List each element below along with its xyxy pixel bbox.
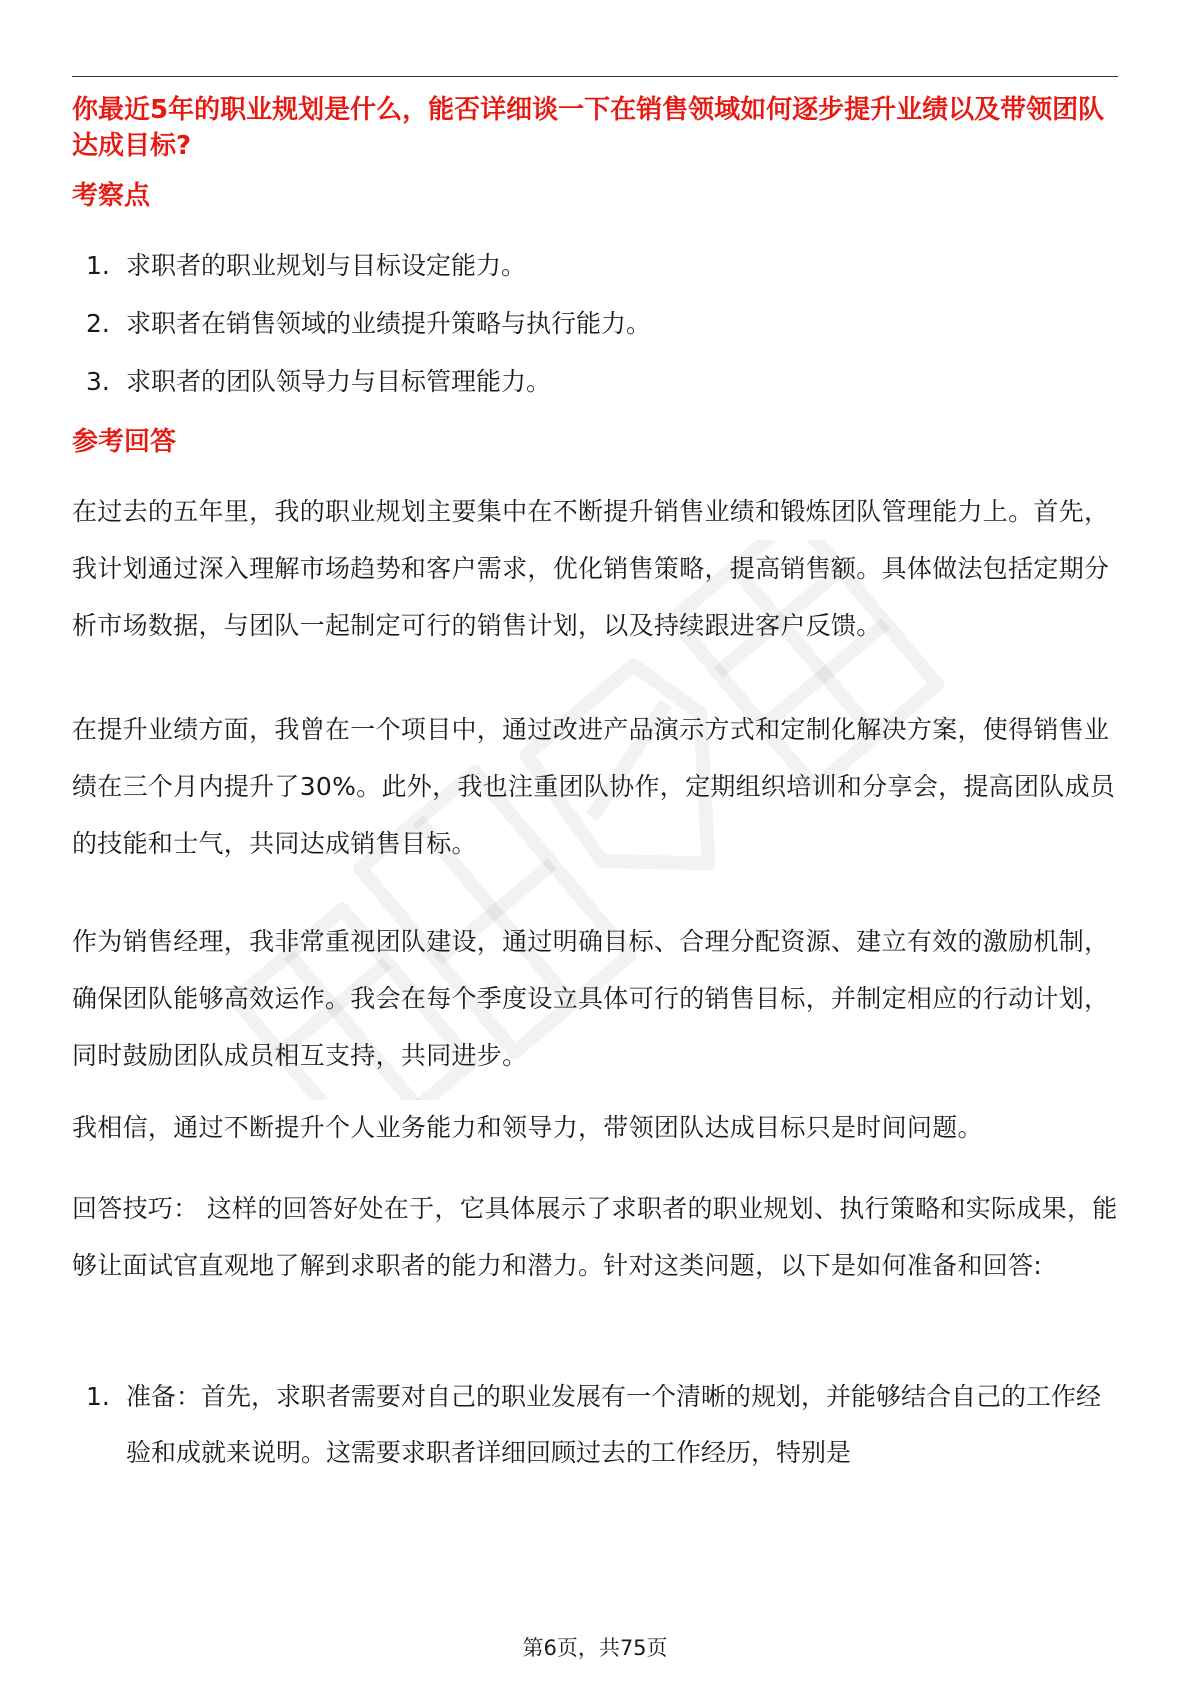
list-number: 2.: [86, 309, 110, 338]
tips-list: [72, 1369, 1118, 1481]
list-item: [72, 1369, 1118, 1481]
top-rule: [72, 76, 1118, 77]
list-item: [72, 237, 1118, 295]
list-text: 准备：首先，求职者需要对自己的职业发展有一个清晰的规划，并能够结合自己的工作经验和成就来说明。这需要求职者详细回顾过去的工作经历，特别是: [126, 1382, 1102, 1467]
answer-tips-intro: 回答技巧： 这样的回答好处在于，它具体展示了求职者的职业规划、执行策略和实际成果，能够让面试官直观地了解到求职者的能力和潜力。针对这类问题，以下是如何准备和回答:: [72, 1194, 1118, 1280]
answer-heading: 参考回答: [72, 427, 177, 457]
answer-paragraph: 作为销售经理，我非常重视团队建设，通过明确目标、合理分配资源、建立有效的激励机制，确保团队能够高效运作。我会在每个季度设立具体可行的销售目标，并制定相应的行动计划，同时鼓励团队成员相互支持，共同进步。: [72, 927, 1110, 1070]
answer-paragraph: 在过去的五年里，我的职业规划主要集中在不断提升销售业绩和锻炼团队管理能力上。首先，我计划通过深入理解市场趋势和客户需求，优化销售策略，提高销售额。具体做法包括定期分析市场数据，与团队一起制定可行的销售计划，以及持续跟进客户反馈。: [72, 497, 1110, 640]
document-page: [72, 0, 1118, 1684]
list-number: 1.: [86, 1382, 110, 1411]
list-number: 1.: [86, 251, 110, 280]
focus-list: [72, 237, 1118, 411]
list-text: 求职者的团队领导力与目标管理能力。: [126, 367, 552, 396]
list-text: 求职者在销售领域的业绩提升策略与执行能力。: [126, 309, 652, 338]
answer-paragraph: 在提升业绩方面，我曾在一个项目中，通过改进产品演示方式和定制化解决方案，使得销售业绩在三个月内提升了30%。此外，我也注重团队协作，定期组织培训和分享会，提高团队成员的技能和士气，共同达成销售目标。: [72, 715, 1116, 858]
question-title: 你最近5年的职业规划是什么，能否详细谈一下在销售领域如何逐步提升业绩以及带领团队达成目标?: [72, 95, 1105, 161]
page-footer: 第6页，共75页: [522, 1636, 668, 1660]
list-item: [72, 295, 1118, 353]
list-text: 求职者的职业规划与目标设定能力。: [126, 251, 527, 280]
focus-heading: 考察点: [72, 181, 151, 211]
list-item: [72, 353, 1118, 411]
list-number: 3.: [86, 367, 110, 396]
answer-paragraph: 我相信，通过不断提升个人业务能力和领导力，带领团队达成目标只是时间问题。: [72, 1113, 983, 1142]
